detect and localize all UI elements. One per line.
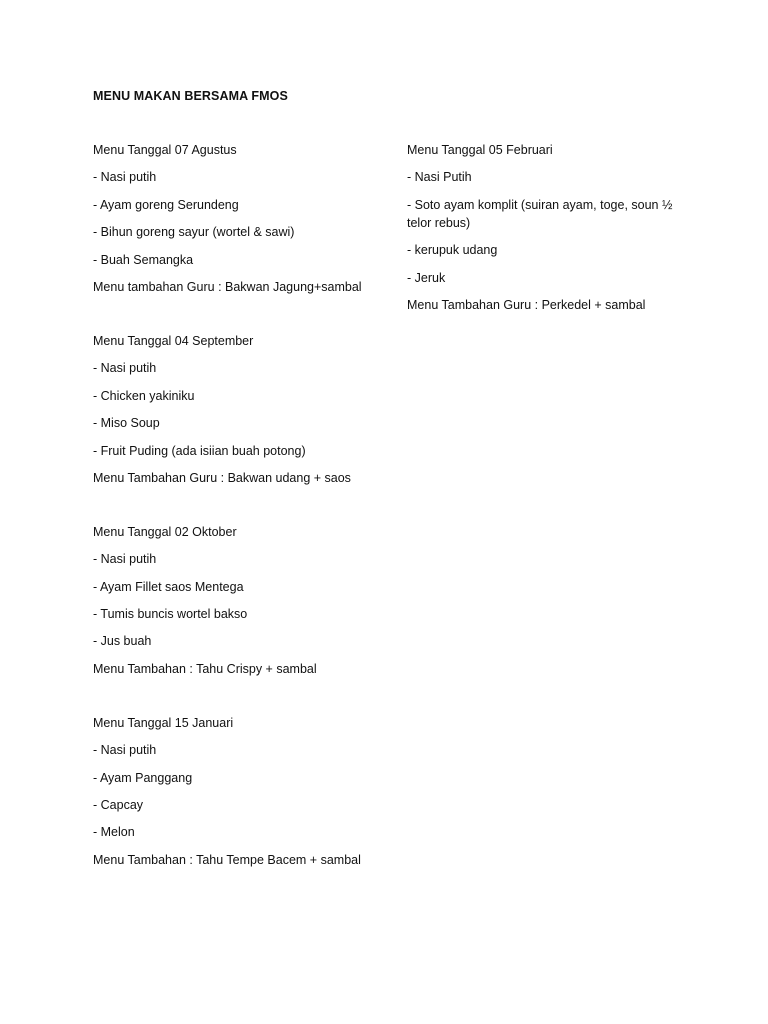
menu-item: - Nasi Putih [407,170,472,185]
menu-date-heading: Menu Tanggal 05 Februari [407,143,553,157]
menu-item: - Nasi putih [93,170,157,185]
menu-date-heading: Menu Tanggal 15 Januari [93,715,234,730]
menu-item: - Soto ayam komplit (suiran ayam, toge, soun ½ telor rebus) [407,197,673,230]
menu-item: - Jus buah [93,634,152,649]
menu-item: - Nasi putih [93,743,157,758]
menu-item: - Chicken yakiniku [93,388,195,403]
menu-item: - Ayam goreng Serundeng [93,197,239,212]
menu-date-heading: Menu Tanggal 07 Agustus [93,143,237,157]
menu-date-heading: Menu Tanggal 04 September [93,333,254,348]
menu-extra: Menu Tambahan Guru : Bakwan udang + saos [93,470,351,485]
menu-item: - kerupuk udang [407,243,498,258]
menu-item: - Fruit Puding (ada isiian buah potong) [93,443,306,458]
menu-item: - Ayam Panggang [93,770,193,785]
menu-section [93,141,363,296]
menu-section [93,714,363,869]
menu-section [93,332,363,487]
menu-item: - Jeruk [407,270,446,285]
left-column [93,141,363,905]
menu-extra: Menu Tambahan : Tahu Crispy + sambal [93,661,317,676]
menu-item: - Buah Semangka [93,252,194,267]
menu-item: - Miso Soup [93,416,160,431]
menu-item: - Nasi putih [93,552,157,567]
menu-extra: Menu Tambahan Guru : Perkedel + sambal [407,297,646,312]
menu-item: - Melon [93,825,135,840]
document-title: MENU MAKAN BERSAMA FMOS [93,89,288,103]
menu-item: - Capcay [93,798,144,813]
menu-date-heading: Menu Tanggal 02 Oktober [93,524,237,539]
menu-item: - Bihun goreng sayur (wortel & sawi) [93,225,295,240]
menu-section [93,523,363,678]
menu-item: - Ayam Fillet saos Mentega [93,579,244,594]
menu-item: - Nasi putih [93,361,157,376]
menu-item: - Tumis buncis wortel bakso [93,607,248,622]
menu-section [407,141,687,314]
menu-extra: Menu Tambahan : Tahu Tempe Bacem + sambal [93,852,361,867]
right-column [407,141,687,350]
menu-extra: Menu tambahan Guru : Bakwan Jagung+sambal [93,279,362,294]
